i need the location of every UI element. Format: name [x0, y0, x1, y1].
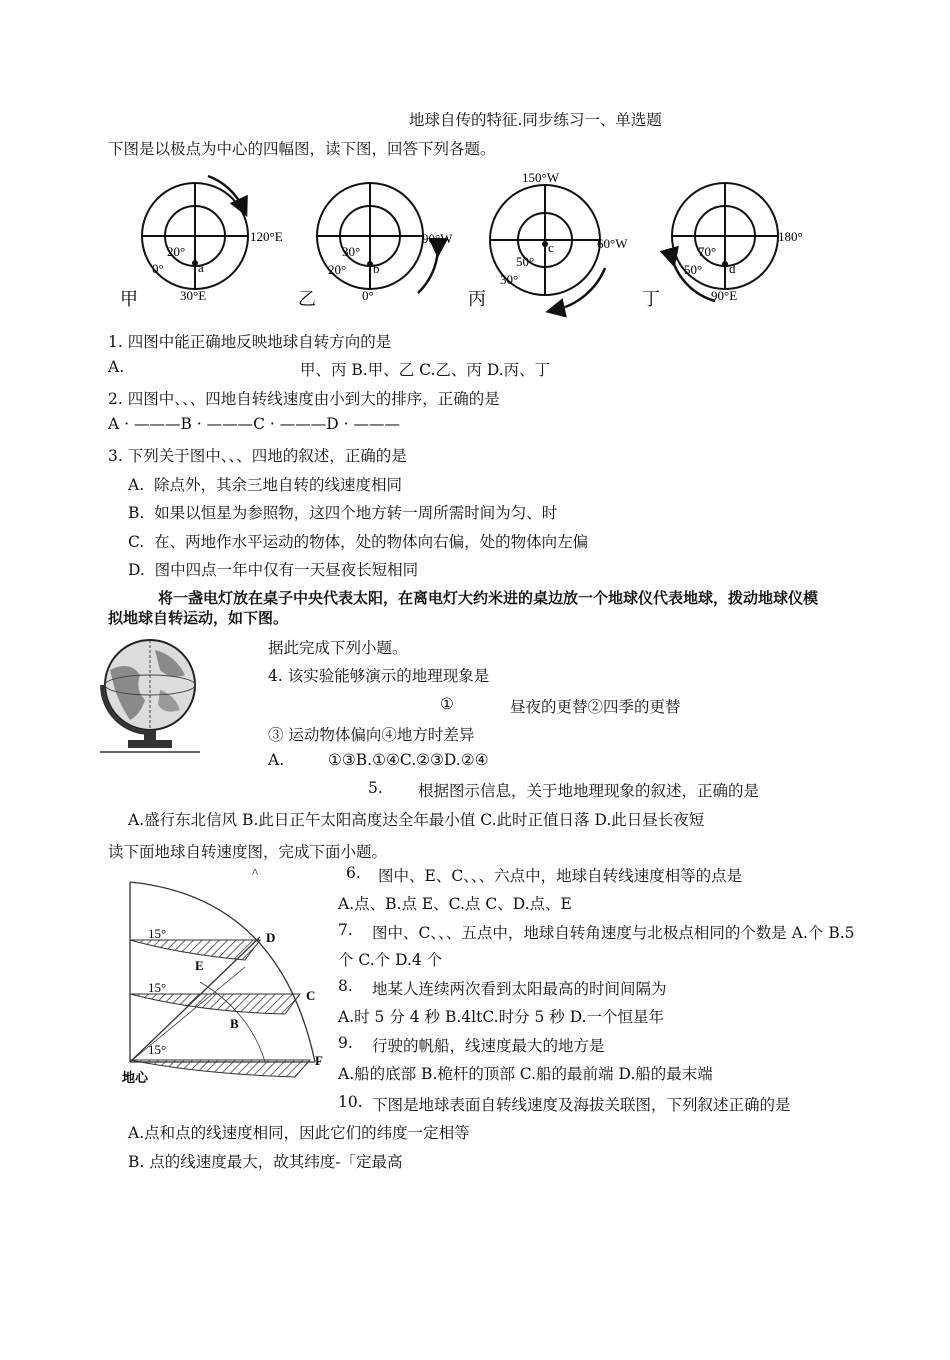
polar-diagrams-figure: [100, 168, 830, 318]
label-jia-20: 20°: [167, 244, 186, 259]
point-label-E: E: [195, 958, 204, 973]
question-3-option-b: B. 如果以恒星为参照物，这四个地方转一周所需时间为匀、时: [128, 504, 558, 522]
rotation-speed-figure: [110, 862, 335, 1087]
label-ding: 丁: [642, 289, 660, 309]
question-2-stem: 2. 四图中、、、四地自转线速度由小到大的排序，正确的是: [108, 390, 500, 408]
question-1-stem: 1. 四图中能正确地反映地球自转方向的是: [108, 333, 392, 351]
label-jia-30E: 30°E: [180, 288, 207, 303]
label-bing-60W: 60°W: [597, 236, 628, 251]
question-9-options: A.船的底部 B.桅杆的顶部 C.船的最前端 D.船的最末端: [338, 1065, 713, 1083]
question-10-option-a: A.点和点的线速度相同，因此它们的纬度一定相等: [128, 1124, 470, 1142]
top-mark: ^: [252, 865, 259, 880]
label-yi-30: 30°: [342, 244, 361, 259]
label-bing-150W: 150°W: [522, 170, 559, 185]
polar-diagram-ding: [672, 183, 778, 301]
question-6-options: A.点、B.点 E、C.点 C、D.点、E: [338, 895, 572, 913]
question-4-option-line1: 昼夜的更替②四季的更替: [510, 698, 681, 716]
angle-label-1: 15°: [148, 926, 167, 941]
question-8-stem: 地某人连续两次看到太阳最高的时间间隔为: [372, 980, 667, 998]
point-label-B: B: [230, 1016, 239, 1031]
point-d: [722, 261, 728, 267]
point-label-F: F: [315, 1053, 323, 1068]
question-5-number: 5.: [368, 779, 383, 797]
intro-text-3: 读下面地球自转速度图，完成下面小题。: [108, 843, 388, 861]
question-5-options: A.盛行东北信风 B.此日正午太阳高度达全年最小值 C.此时正值日落 D.此日昼长夜短: [128, 811, 705, 829]
question-6-number: 6.: [346, 864, 361, 882]
label-ding-90E: 90°E: [711, 288, 738, 303]
question-9-stem: 行驶的帆船，线速度最大的地方是: [372, 1037, 605, 1055]
question-7-number: 7.: [338, 921, 353, 939]
question-10-option-b: B. 点的线速度最大，故其纬度-「定最高: [128, 1153, 403, 1171]
label-point-a: a: [198, 260, 204, 275]
question-3-stem: 3. 下列关于图中、、、四地的叙述，正确的是: [108, 447, 407, 465]
question-3-option-a: A. 除点外，其余三地自转的线速度相同: [128, 476, 402, 494]
angle-label-2: 15°: [148, 980, 167, 995]
point-label-C: C: [306, 988, 316, 1003]
question-3-option-d: D. 图中四点一年中仅有一天昼夜长短相同: [128, 561, 419, 579]
label-yi-20: 20°: [328, 262, 347, 277]
label-jia-120E: 120°E: [250, 229, 283, 244]
label-bing: 丙: [468, 289, 486, 309]
label-point-b: b: [373, 261, 380, 276]
intro-text-1: 下图是以极点为中心的四幅图，读下图，回答下列各题。: [108, 140, 496, 158]
question-2-options: A · ———B · ———C · ———D · ———: [108, 415, 400, 433]
question-10-number: 10.: [338, 1093, 363, 1111]
label-bing-50: 50°: [516, 254, 535, 269]
question-9-number: 9.: [338, 1034, 353, 1052]
label-jia-0: 0°: [152, 261, 164, 276]
question-6-stem: 图中、E、C、、、六点中，地球自转线速度相等的点是: [378, 867, 743, 885]
question-5-stem: 根据图示信息，关于地地理现象的叙述，正确的是: [418, 782, 760, 800]
label-yi: 乙: [298, 289, 316, 309]
label-ding-180: 180°: [778, 229, 803, 244]
question-4-options: ①③B.①④C.②③D.②④: [328, 751, 489, 769]
question-8-options: A.时 5 分 4 秒 B.4ltC.时分 5 秒 D.一个恒星年: [338, 1008, 665, 1026]
question-7-stem: 图中、C、、、五点中，地球自转角速度与北极点相同的个数是 A.个 B.5: [372, 924, 855, 942]
question-4-option-a-label: A.: [268, 751, 285, 769]
intro-text-2-line2: 拟地球自转运动，如下图。: [108, 609, 289, 627]
question-3-option-c: C. 在、两地作水平运动的物体，处的物体向右偏，处的物体向左偏: [128, 533, 589, 551]
label-bing-30: 30°: [500, 272, 519, 287]
question-4-option-line2: ③ 运动物体偏向④地方时差异: [268, 726, 475, 744]
intro-text-2-sub: 据此完成下列小题。: [268, 639, 408, 657]
point-label-D: D: [266, 930, 276, 945]
question-1-option-a-label: A.: [108, 358, 125, 376]
question-7-continuation: 个 C.个 D.4 个: [338, 951, 443, 969]
question-10-stem: 下图是地球表面自转线速度及海拔关联图，下列叙述正确的是: [372, 1096, 791, 1114]
page-title: 地球自传的特征.同步练习一、单选题: [409, 111, 662, 129]
label-jia: 甲: [120, 289, 138, 309]
label-yi-0: 0°: [362, 288, 374, 303]
label-point-c: c: [548, 240, 554, 255]
label-yi-90W: 90°W: [422, 231, 453, 246]
label-ding-50: 50°: [684, 262, 703, 277]
angle-label-3: 15°: [148, 1042, 167, 1057]
question-8-number: 8.: [338, 977, 353, 995]
intro-text-2-line1: 将一盏电灯放在桌子中央代表太阳，在离电灯大约米进的桌边放一个地球仪代表地球，拨动地球仪模: [158, 589, 819, 607]
question-1-options: 甲、丙 B.甲、乙 C.乙、丙 D.丙、丁: [300, 361, 551, 379]
label-ding-70: 70°: [698, 244, 717, 259]
question-4-option-1-number: ①: [440, 695, 454, 713]
earth-center-label: 地心: [122, 1070, 149, 1085]
question-4-stem: 4. 该实验能够演示的地理现象是: [268, 667, 490, 685]
globe-illustration: [100, 630, 200, 760]
label-point-d: d: [729, 261, 736, 276]
